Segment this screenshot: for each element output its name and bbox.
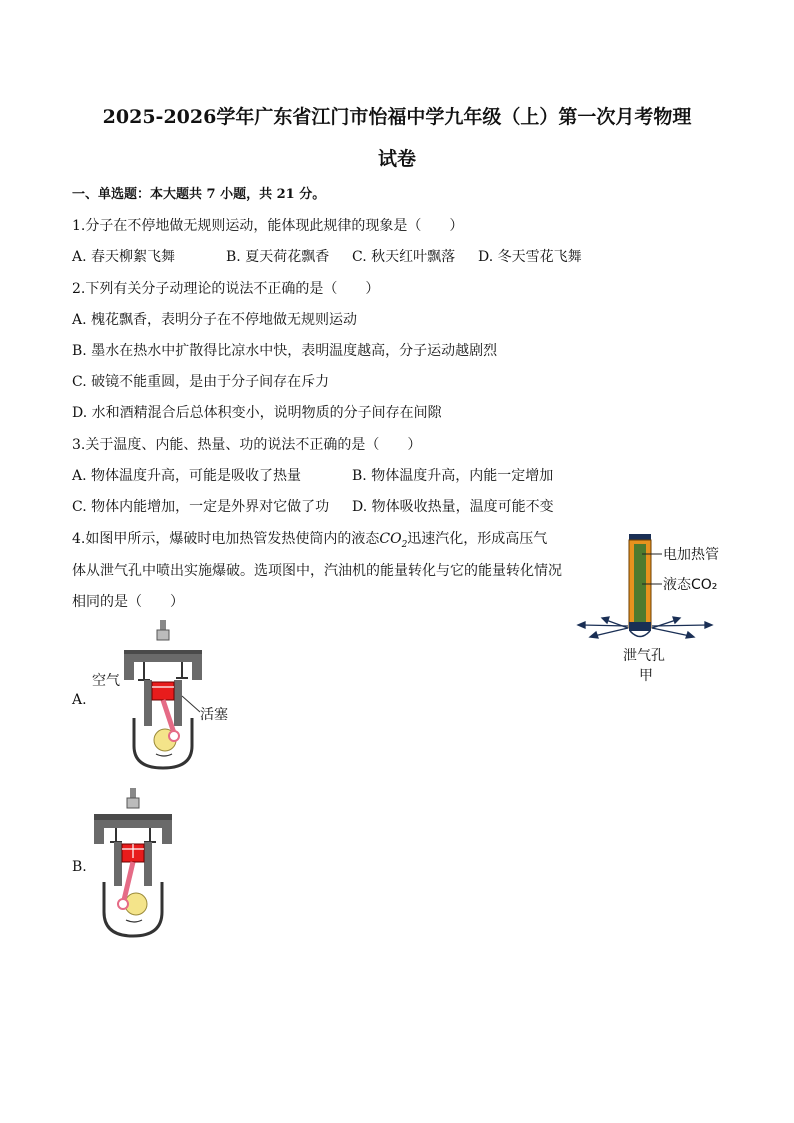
q4-option-a: A.: [72, 692, 87, 708]
co2-label: 液态CO₂: [663, 577, 718, 593]
engine-diagram-a: [86, 618, 236, 778]
q1-option-a: A. 春天柳絮飞舞: [72, 249, 176, 265]
q2-option-c: C. 破镜不能重圆，是由于分子间存在斥力: [72, 374, 330, 390]
section-heading: 一、单选题：本大题共 7 小题，共 21 分。: [72, 187, 326, 202]
q2-option-a: A. 槐花飘香，表明分子在不停地做无规则运动: [72, 312, 358, 328]
q4-stem-line3: 相同的是（ ）: [72, 594, 184, 610]
tube-cap: [629, 534, 651, 540]
q2-option-d: D. 水和酒精混合后总体积变小，说明物质的分子间存在间隙: [72, 405, 442, 421]
q3-option-b: B. 物体温度升高，内能一定增加: [352, 468, 554, 484]
vent-hole: [630, 631, 650, 637]
piston-a: [152, 682, 174, 700]
q2-stem: 2.下列有关分子动理论的说法不正确的是（ ）: [72, 281, 380, 297]
q3-option-c: C. 物体内能增加，一定是外界对它做了功: [72, 499, 330, 515]
vent-label: 泄气孔: [623, 648, 665, 664]
q1-option-b: B. 夏天荷花飘香: [226, 249, 330, 265]
q3-option-d: D. 物体吸收热量，温度可能不变: [352, 499, 554, 515]
engine-diagram-b: [88, 786, 198, 946]
q1-stem: 1.分子在不停地做无规则运动，能体现此规律的现象是（ ）: [72, 218, 464, 234]
figure-caption: 甲: [639, 668, 653, 684]
q4-stem-line2: 体从泄气孔中喷出实施爆破。选项图中，汽油机的能量转化与它的能量转化情况: [72, 563, 562, 579]
exam-title-line2: 试卷: [377, 148, 416, 170]
co2-formula: $CO_2$: [379, 531, 408, 550]
piston-label: 活塞: [200, 707, 228, 723]
q4-stem-line1: 4.如图甲所示，爆破时电加热管发热使筒内的液态$CO_2$迅速汽化，形成高压气: [72, 531, 548, 550]
q1-option-c: C. 秋天红叶飘落: [352, 249, 456, 265]
q2-option-b: B. 墨水在热水中扩散得比凉水中快，表明温度越高，分子运动越剧烈: [72, 343, 498, 359]
air-label: 空气: [92, 673, 120, 689]
connecting-rod-a: [163, 700, 174, 733]
q3-option-a: A. 物体温度升高，可能是吸收了热量: [72, 468, 302, 484]
q4-option-b: B.: [72, 859, 87, 875]
tube-base: [629, 622, 651, 631]
exam-title-line1: 2025-2026学年广东省江门市怡福中学九年级（上）第一次月考物理: [102, 106, 692, 128]
heater-label: 电加热管: [663, 547, 719, 563]
q1-option-d: D. 冬天雪花飞舞: [478, 249, 582, 265]
q3-stem: 3.关于温度、内能、热量、功的说法不正确的是（ ）: [72, 437, 422, 453]
figure-jia-co2-tube: [570, 528, 740, 688]
